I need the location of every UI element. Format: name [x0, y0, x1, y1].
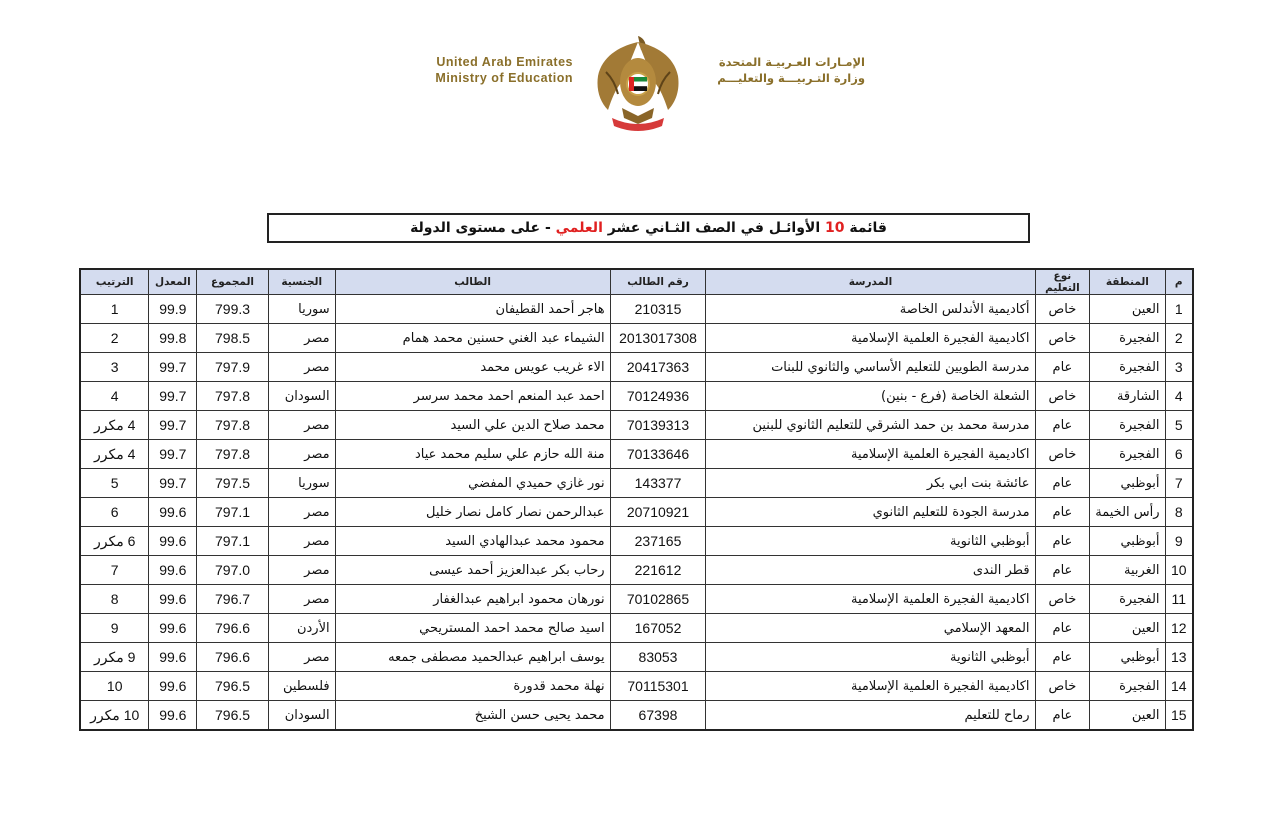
cell-rank: 2 [80, 324, 149, 353]
english-line-2: Ministry of Education [435, 71, 573, 85]
cell-region: الفجيرة [1090, 440, 1165, 469]
cell-type: خاص [1035, 672, 1090, 701]
cell-student-no: 70102865 [610, 585, 706, 614]
cell-student: يوسف ابراهيم عبدالحميد مصطفى جمعه [335, 643, 610, 672]
cell-nationality: مصر [268, 556, 335, 585]
cell-average: 99.6 [149, 556, 197, 585]
english-line-1: United Arab Emirates [436, 55, 573, 69]
cell-rank: 9 مكرر [80, 643, 149, 672]
cell-rank: 7 [80, 556, 149, 585]
uae-falcon-emblem-icon [592, 32, 684, 132]
cell-type: خاص [1035, 382, 1090, 411]
cell-region: أبوظبي [1090, 643, 1165, 672]
cell-school: اكاديمية الفجيرة العلمية الإسلامية [706, 440, 1035, 469]
table-row [80, 498, 1193, 527]
cell-idx: 6 [1165, 440, 1193, 469]
cell-average: 99.7 [149, 353, 197, 382]
cell-school: مدرسة محمد بن حمد الشرقي للتعليم الثانوي للبنين [706, 411, 1035, 440]
cell-rank: 4 مكرر [80, 440, 149, 469]
cell-student: الاء غريب عويس محمد [335, 353, 610, 382]
cell-idx: 15 [1165, 701, 1193, 731]
page-title [267, 213, 1030, 243]
cell-average: 99.6 [149, 585, 197, 614]
cell-nationality: مصر [268, 585, 335, 614]
cell-student-no: 70124936 [610, 382, 706, 411]
cell-total: 796.5 [197, 701, 269, 731]
cell-average: 99.6 [149, 643, 197, 672]
table-row [80, 585, 1193, 614]
cell-type: عام [1035, 614, 1090, 643]
cell-average: 99.7 [149, 440, 197, 469]
cell-student-no: 237165 [610, 527, 706, 556]
letterhead [0, 32, 1280, 132]
cell-student-no: 20417363 [610, 353, 706, 382]
cell-region: العين [1090, 614, 1165, 643]
cell-school: رماح للتعليم [706, 701, 1035, 731]
cell-region: أبوظبي [1090, 527, 1165, 556]
cell-student-no: 70133646 [610, 440, 706, 469]
cell-average: 99.6 [149, 614, 197, 643]
cell-student: عبدالرحمن نصار كامل نصار خليل [335, 498, 610, 527]
cell-region: الفجيرة [1090, 585, 1165, 614]
cell-nationality: مصر [268, 643, 335, 672]
cell-student-no: 70115301 [610, 672, 706, 701]
cell-type: عام [1035, 556, 1090, 585]
cell-nationality: مصر [268, 440, 335, 469]
cell-idx: 3 [1165, 353, 1193, 382]
cell-total: 797.8 [197, 440, 269, 469]
cell-average: 99.7 [149, 382, 197, 411]
cell-type: عام [1035, 643, 1090, 672]
cell-region: الفجيرة [1090, 353, 1165, 382]
cell-total: 797.0 [197, 556, 269, 585]
cell-nationality: مصر [268, 324, 335, 353]
col-student: الطالب [335, 269, 610, 295]
cell-region: الفجيرة [1090, 672, 1165, 701]
col-nationality: الجنسية [268, 269, 335, 295]
cell-type: عام [1035, 469, 1090, 498]
cell-student-no: 167052 [610, 614, 706, 643]
cell-type: خاص [1035, 295, 1090, 324]
cell-student: اسيد صالح محمد احمد المستريحي [335, 614, 610, 643]
cell-type: خاص [1035, 585, 1090, 614]
title-track: العلمي [555, 220, 603, 236]
cell-rank: 4 [80, 382, 149, 411]
cell-rank: 6 مكرر [80, 527, 149, 556]
title-part-2: الأوائـل في الصف الثـاني عشر [602, 220, 825, 236]
cell-type: خاص [1035, 324, 1090, 353]
cell-student: هاجر أحمد القطيفان [335, 295, 610, 324]
cell-rank: 10 [80, 672, 149, 701]
col-type: نوع التعليم [1035, 269, 1090, 295]
table-row [80, 614, 1193, 643]
cell-total: 796.5 [197, 672, 269, 701]
arabic-line-2: وزارة التـربيـــة والتعليـــم [717, 71, 865, 85]
cell-nationality: مصر [268, 527, 335, 556]
cell-rank: 1 [80, 295, 149, 324]
cell-nationality: مصر [268, 353, 335, 382]
cell-idx: 9 [1165, 527, 1193, 556]
table-row [80, 440, 1193, 469]
table-row [80, 556, 1193, 585]
english-ministry-name [398, 54, 573, 86]
cell-school: أكاديمية الأندلس الخاصة [706, 295, 1035, 324]
cell-nationality: فلسطين [268, 672, 335, 701]
cell-student-no: 70139313 [610, 411, 706, 440]
table-row [80, 353, 1193, 382]
cell-school: الشعلة الخاصة (فرع - بنين) [706, 382, 1035, 411]
cell-nationality: السودان [268, 701, 335, 731]
cell-school: اكاديمية الفجيرة العلمية الإسلامية [706, 324, 1035, 353]
cell-rank: 3 [80, 353, 149, 382]
cell-total: 796.6 [197, 643, 269, 672]
cell-total: 796.6 [197, 614, 269, 643]
cell-student-no: 2013017308 [610, 324, 706, 353]
cell-rank: 4 مكرر [80, 411, 149, 440]
table-row [80, 411, 1193, 440]
table-row [80, 469, 1193, 498]
cell-idx: 11 [1165, 585, 1193, 614]
cell-type: خاص [1035, 440, 1090, 469]
cell-average: 99.6 [149, 527, 197, 556]
cell-student-no: 83053 [610, 643, 706, 672]
col-region: المنطقة [1090, 269, 1165, 295]
cell-average: 99.6 [149, 672, 197, 701]
cell-student: محمد صلاح الدين علي السيد [335, 411, 610, 440]
cell-school: مدرسة الجودة للتعليم الثانوي [706, 498, 1035, 527]
cell-student: محمد يحيى حسن الشيخ [335, 701, 610, 731]
cell-nationality: الأردن [268, 614, 335, 643]
cell-student: رحاب بكر عبدالعزيز أحمد عيسى [335, 556, 610, 585]
cell-nationality: السودان [268, 382, 335, 411]
cell-student: محمود محمد عبدالهادي السيد [335, 527, 610, 556]
cell-region: أبوظبي [1090, 469, 1165, 498]
title-part-3: - على مستوى الدولة [410, 220, 556, 236]
cell-idx: 13 [1165, 643, 1193, 672]
cell-region: الفجيرة [1090, 324, 1165, 353]
cell-student-no: 20710921 [610, 498, 706, 527]
cell-idx: 2 [1165, 324, 1193, 353]
cell-total: 797.8 [197, 411, 269, 440]
cell-student: الشيماء عبد الغني حسنين محمد همام [335, 324, 610, 353]
cell-student: نور غازي حميدي المفضي [335, 469, 610, 498]
cell-total: 796.7 [197, 585, 269, 614]
col-student-no: رقم الطالب [610, 269, 706, 295]
cell-nationality: مصر [268, 498, 335, 527]
cell-region: الفجيرة [1090, 411, 1165, 440]
cell-region: رأس الخيمة [1090, 498, 1165, 527]
cell-student: منة الله حازم علي سليم محمد عياد [335, 440, 610, 469]
cell-school: قطر الندى [706, 556, 1035, 585]
cell-school: اكاديمية الفجيرة العلمية الإسلامية [706, 672, 1035, 701]
cell-student-no: 143377 [610, 469, 706, 498]
col-total: المجموع [197, 269, 269, 295]
cell-average: 99.9 [149, 295, 197, 324]
cell-student: نورهان محمود ابراهيم عبدالغفار [335, 585, 610, 614]
cell-idx: 10 [1165, 556, 1193, 585]
table-row [80, 527, 1193, 556]
cell-region: العين [1090, 701, 1165, 731]
top-students-table [79, 268, 1194, 731]
cell-region: العين [1090, 295, 1165, 324]
cell-rank: 10 مكرر [80, 701, 149, 731]
cell-total: 797.1 [197, 498, 269, 527]
cell-school: المعهد الإسلامي [706, 614, 1035, 643]
cell-school: أبوظبي الثانوية [706, 643, 1035, 672]
cell-total: 797.1 [197, 527, 269, 556]
cell-idx: 14 [1165, 672, 1193, 701]
cell-idx: 5 [1165, 411, 1193, 440]
cell-rank: 9 [80, 614, 149, 643]
cell-average: 99.8 [149, 324, 197, 353]
table-row [80, 295, 1193, 324]
cell-idx: 8 [1165, 498, 1193, 527]
col-idx: م [1165, 269, 1193, 295]
cell-school: مدرسة الطويين للتعليم الأساسي والثانوي للبنات [706, 353, 1035, 382]
title-count: 10 [825, 220, 845, 236]
table-row [80, 701, 1193, 731]
cell-total: 797.5 [197, 469, 269, 498]
col-rank: الترتيب [80, 269, 149, 295]
cell-student-no: 67398 [610, 701, 706, 731]
cell-total: 798.5 [197, 324, 269, 353]
cell-student-no: 210315 [610, 295, 706, 324]
cell-idx: 12 [1165, 614, 1193, 643]
cell-average: 99.6 [149, 498, 197, 527]
cell-nationality: مصر [268, 411, 335, 440]
cell-student-no: 221612 [610, 556, 706, 585]
cell-average: 99.6 [149, 701, 197, 731]
cell-student: احمد عبد المنعم احمد محمد سرسر [335, 382, 610, 411]
arabic-ministry-name [700, 54, 865, 86]
cell-type: عام [1035, 701, 1090, 731]
table-row [80, 382, 1193, 411]
cell-total: 797.8 [197, 382, 269, 411]
cell-total: 799.3 [197, 295, 269, 324]
cell-total: 797.9 [197, 353, 269, 382]
cell-school: عائشة بنت ابي بكر [706, 469, 1035, 498]
cell-type: عام [1035, 527, 1090, 556]
cell-type: عام [1035, 353, 1090, 382]
cell-type: عام [1035, 498, 1090, 527]
cell-average: 99.7 [149, 469, 197, 498]
col-school: المدرسة [706, 269, 1035, 295]
cell-rank: 6 [80, 498, 149, 527]
cell-idx: 4 [1165, 382, 1193, 411]
cell-rank: 5 [80, 469, 149, 498]
table-row [80, 643, 1193, 672]
table-row [80, 324, 1193, 353]
col-average: المعدل [149, 269, 197, 295]
cell-student: نهلة محمد قدورة [335, 672, 610, 701]
cell-rank: 8 [80, 585, 149, 614]
cell-average: 99.7 [149, 411, 197, 440]
cell-region: الشارقة [1090, 382, 1165, 411]
table-row [80, 672, 1193, 701]
cell-nationality: سوريا [268, 469, 335, 498]
table-header-row [80, 269, 1193, 295]
cell-school: اكاديمية الفجيرة العلمية الإسلامية [706, 585, 1035, 614]
cell-type: عام [1035, 411, 1090, 440]
title-part-1: قائمة [844, 220, 887, 236]
cell-idx: 7 [1165, 469, 1193, 498]
arabic-line-1: الإمـارات العـربيـة المتحدة [718, 55, 865, 69]
cell-region: الغربية [1090, 556, 1165, 585]
cell-nationality: سوريا [268, 295, 335, 324]
cell-school: أبوظبي الثانوية [706, 527, 1035, 556]
cell-idx: 1 [1165, 295, 1193, 324]
